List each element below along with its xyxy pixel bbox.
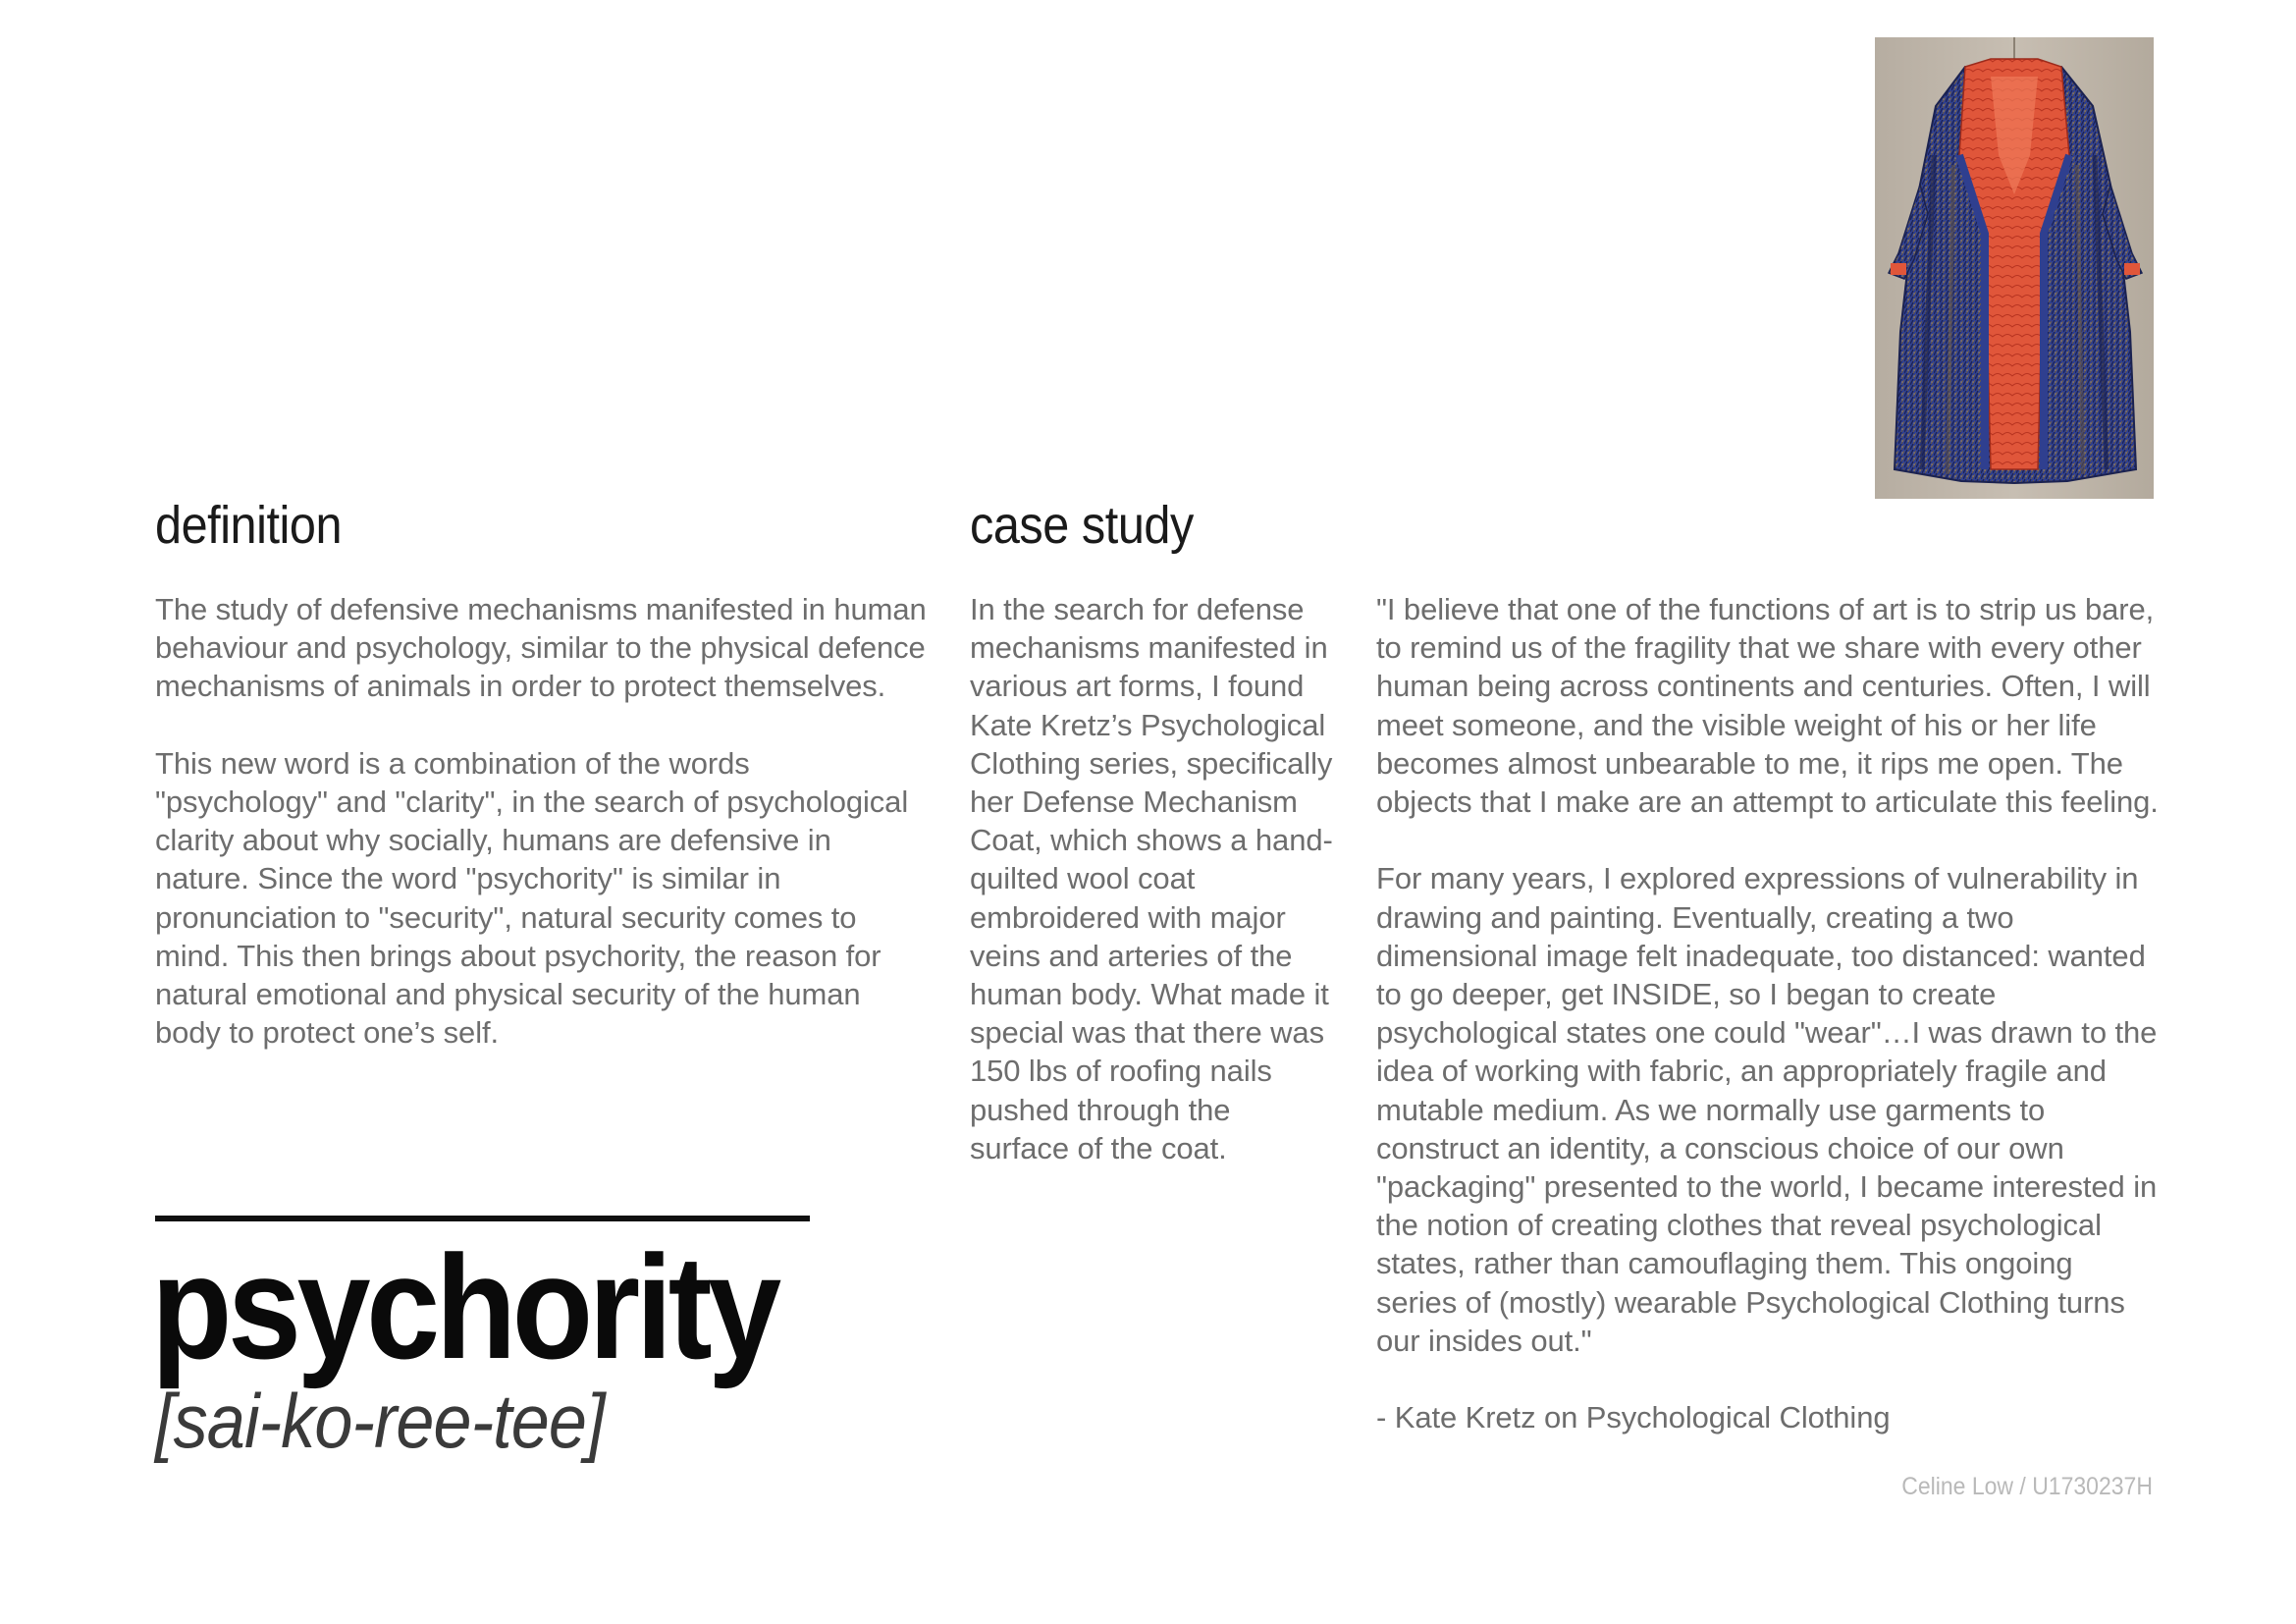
title-rule [155,1216,810,1221]
quote-paragraph: For many years, I explored expressions of vulnerability in drawing and painting. Eventually, creating a two dimensional image felt inadequate, too distanced: wanted to go deeper, get INSIDE, so I began to create psychological states one could "wear"…I was drawn to the idea of working with fabric, an appropriately fragile and mutable medium. As we normally use garments to construct an identity, a conscious choice of our own "packaging" presented to the world, I became interested in the notion of creating clothes that reveal psychological states, rather than camouflaging them. This ongoing series of (mostly) wearable Psychological Clothing turns our insides out." [1376,861,2158,1358]
definition-text [155,590,931,1052]
definition-paragraph: This new word is a combination of the words "psychology" and "clarity", in the search of psychological clarity about why socially, humans are defensive in nature. Since the word "psychority" is similar in pronunciation to "security", natural security comes to mind. This then brings about psychority, the reason for natural emotional and physical security of the human body to protect one’s self. [155,745,909,1051]
coat-photo [1875,37,2154,499]
quote-paragraph: "I believe that one of the functions of art is to strip us bare, to remind us of the fragility that we share with every other human being across continents and centuries. Often, I will meet someone, and the visible weight of his or her life becomes almost unbearable to me, it rips me open. The objects that I make are an attempt to articulate this feeling. [1376,592,2159,820]
case-study-heading: case study [970,496,1194,555]
case-study-text [970,590,1333,1167]
title-pronunciation: [sai-ko-ree-tee] [155,1378,605,1464]
definition-heading: definition [155,496,343,555]
case-study-paragraph: In the search for defense mechanisms manifested in various art forms, I found Kate Kretz’s Psychological Clothing series, specifically her Defense Mechanism Coat, which shows a hand-quilted wool coat embroidered with major veins and arteries of the human body. What made it special was that there was 150 lbs of roofing nails pushed through the surface of the coat. [970,592,1333,1165]
definition-paragraph: The study of defensive mechanisms manifested in human behaviour and psychology, similar to the physical defence mechanisms of animals in order to protect themselves. [155,592,927,704]
quote-attribution: - Kate Kretz on Psychological Clothing [1376,1400,1891,1435]
quote-text [1376,590,2162,1436]
author-credit: Celine Low / U1730237H [1901,1473,2153,1500]
title-word: psychority [151,1224,777,1389]
coat-illustration [1875,37,2154,499]
